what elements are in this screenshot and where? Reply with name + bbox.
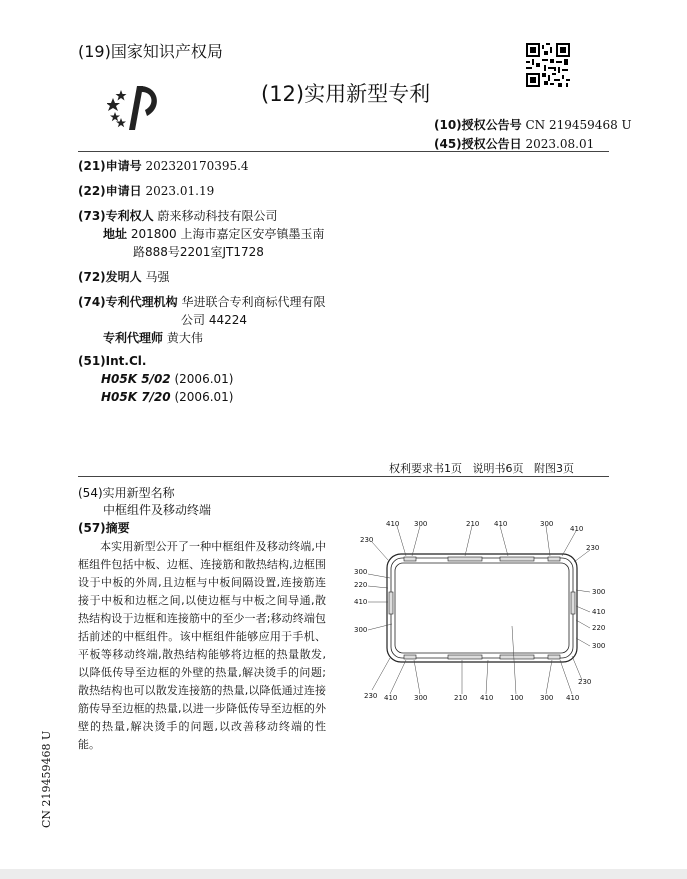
agency-line1: 华进联合专利商标代理有限 bbox=[181, 295, 326, 309]
ref-410: 410 bbox=[570, 525, 584, 533]
ref-410: 410 bbox=[384, 694, 398, 702]
patentee: 蔚来移动科技有限公司 bbox=[157, 209, 278, 223]
ref-300: 300 bbox=[354, 568, 368, 576]
ref-300: 300 bbox=[540, 520, 554, 528]
utility-model-title: 中框组件及移动终端 bbox=[103, 503, 212, 517]
ref-300: 300 bbox=[540, 694, 554, 702]
title-label: (54)实用新型名称 bbox=[78, 486, 175, 500]
ref-210: 210 bbox=[466, 520, 480, 528]
ipc1-code: H05K 5/02 bbox=[101, 372, 171, 386]
address-line2: 路888号2201室JT1728 bbox=[133, 245, 264, 259]
pub-date-label: (45)授权公告日 bbox=[434, 137, 522, 151]
pages-info: 权利要求书1页 说明书6页 附图3页 bbox=[389, 462, 574, 475]
app-no-label: (21)申请号 bbox=[78, 159, 142, 173]
ref-230: 230 bbox=[364, 692, 378, 700]
agent-label: 专利代理师 bbox=[103, 331, 164, 345]
ref-410: 410 bbox=[480, 694, 494, 702]
ref-300: 300 bbox=[354, 626, 368, 634]
agency-label: (74)专利代理机构 bbox=[78, 295, 178, 309]
abstract-text: 本实用新型公开了一种中框组件及移动终端,中框组件包括中板、边框、连接筋和散热结构,边框围设于中板的外周,且边框与中板间隔设置,连接筋连接于中板和边框之间,以使边框与中板之间导通,散热结构设于边框和连接筋中的至少一者;移动终端包括前述的中框组件。该中框组件能够应用于手机、平板等移动终端,散热结构能够将边框的热量散发,以降低传导至边框的外壁的热量,解决烫手的问题;散热结构也可以散发连接筋的热量,以降低通过连接筋传导至边框的热量,以进一步降低传导至边框的外壁的热量,解决烫手的问题,以改善移动终端的性能。 bbox=[78, 540, 326, 751]
ref-220: 220 bbox=[592, 624, 606, 632]
ipc2-year: (2006.01) bbox=[174, 390, 234, 404]
ref-300: 300 bbox=[414, 520, 428, 528]
ref-210: 210 bbox=[454, 694, 468, 702]
pub-no: CN 219459468 U bbox=[525, 118, 632, 132]
ipc1-year: (2006.01) bbox=[174, 372, 234, 386]
address-line1: 201800 上海市嘉定区安亭镇墨玉南 bbox=[130, 227, 325, 241]
ipc2-code: H05K 7/20 bbox=[101, 390, 171, 404]
office-name: (19)国家知识产权局 bbox=[78, 42, 223, 61]
inventor: 马强 bbox=[145, 270, 170, 284]
cnipa-logo bbox=[107, 78, 163, 134]
footer-bar bbox=[0, 869, 687, 879]
agency-line2: 公司 44224 bbox=[181, 313, 247, 327]
section-rule bbox=[78, 476, 609, 477]
ref-410: 410 bbox=[592, 608, 606, 616]
ref-230: 230 bbox=[586, 544, 600, 552]
ref-410: 410 bbox=[354, 598, 368, 606]
app-no: 202320170395.4 bbox=[145, 159, 249, 173]
inventor-label: (72)发明人 bbox=[78, 270, 142, 284]
patent-type: (12)实用新型专利 bbox=[261, 82, 431, 106]
abstract-label: (57)摘要 bbox=[78, 521, 130, 535]
ref-100: 100 bbox=[510, 694, 524, 702]
ref-230: 230 bbox=[578, 678, 592, 686]
agent: 黄大伟 bbox=[166, 331, 203, 345]
side-publication-number: CN 219459468 U bbox=[40, 730, 53, 828]
abstract-figure bbox=[350, 516, 610, 712]
ref-300: 300 bbox=[414, 694, 428, 702]
ref-300: 300 bbox=[592, 642, 606, 650]
app-date-label: (22)申请日 bbox=[78, 184, 142, 198]
app-date: 2023.01.19 bbox=[145, 184, 215, 198]
ref-410: 410 bbox=[494, 520, 508, 528]
ref-220: 220 bbox=[354, 581, 368, 589]
ipc-label: (51)Int.Cl. bbox=[78, 354, 147, 368]
qr-code bbox=[526, 43, 570, 87]
header-rule bbox=[78, 151, 609, 152]
pub-date: 2023.08.01 bbox=[525, 137, 595, 151]
ref-230: 230 bbox=[360, 536, 374, 544]
ref-410: 410 bbox=[386, 520, 400, 528]
address-label: 地址 bbox=[103, 227, 128, 241]
patentee-label: (73)专利权人 bbox=[78, 209, 154, 223]
ref-300: 300 bbox=[592, 588, 606, 596]
ref-410: 410 bbox=[566, 694, 580, 702]
pub-no-label: (10)授权公告号 bbox=[434, 118, 522, 132]
